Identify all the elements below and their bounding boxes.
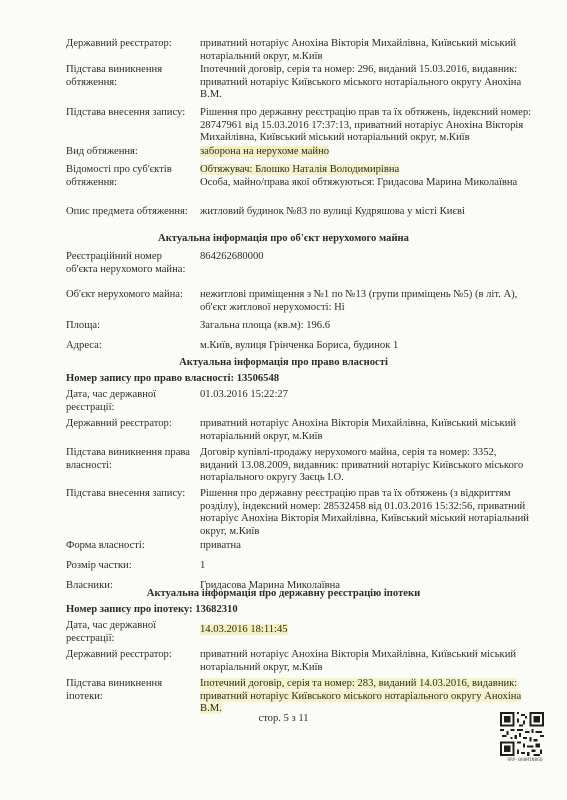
row-ownership-basis bbox=[66, 447, 536, 485]
row-label: Відомості про суб'єктів обтяження: bbox=[66, 164, 172, 188]
row-registration-date bbox=[66, 389, 536, 415]
row-share-size bbox=[66, 560, 536, 574]
row-value: 14.03.2016 18:11:45 bbox=[200, 624, 288, 635]
row-value: 01.03.2016 15:22:27 bbox=[200, 389, 288, 400]
qr-code-icon bbox=[500, 712, 544, 756]
row-value: м.Київ, вулиця Грінченка Бориса, будинок 1 bbox=[200, 340, 399, 351]
encumbrancer: Обтяжувач: Блошко Наталія Володимирівна bbox=[200, 164, 400, 175]
mortgage-block bbox=[66, 620, 536, 716]
row-label: Об'єкт нерухомого майна: bbox=[66, 289, 183, 300]
row-value: Іпотечний договір, серія та номер: 296, виданий 15.03.2016, видавник: приватний нотаріус Київського міського нотаріального округу Анохіна В.М. bbox=[200, 64, 522, 100]
row-label: Дата, час державної реєстрації: bbox=[66, 620, 157, 644]
section-title-ownership: Актуальна інформація про право власності bbox=[179, 357, 388, 368]
row-label: Власники: bbox=[66, 580, 113, 591]
row-label: Форма власності: bbox=[66, 540, 145, 551]
row-value: Рішення про державну реєстрацію прав та їх обтяжень (з відкриттям розділу), індексний номер: 28532458 від 01.03.2016 15:32:56, приватний нотаріус Анохіна Вікторія Михайлівна, Київський міський нотаріальний округ, м.Київ bbox=[200, 488, 529, 537]
row-value: Рішення про державну реєстрацію прав та їх обтяжень, індексний номер: 28747961 від 15.03.2016 17:37:13, приватний нотаріус Анохіна Вікторія Михайлівна, Київський міський нотаріальний округ, м.Київ bbox=[200, 107, 532, 143]
row-label: Підстава виникнення обтяження: bbox=[66, 64, 163, 88]
row-value: заборона на нерухоме майно bbox=[200, 146, 330, 157]
row-value: Іпотечний договір, серія та номер: 283, виданий 14.03.2016, видавник: приватний нотаріус Київського міського нотаріального округу Анохіна В.М. bbox=[200, 678, 522, 714]
row-object bbox=[66, 289, 536, 315]
row-entry-basis bbox=[66, 488, 536, 538]
row-label: Вид обтяження: bbox=[66, 146, 138, 157]
row-object-number bbox=[66, 251, 536, 289]
section-title-object: Актуальна інформація про об'єкт нерухомого майна bbox=[158, 233, 409, 244]
row-label: Підстава виникнення іпотеки: bbox=[66, 678, 163, 702]
row-value: Загальна площа (кв.м): 196.6 bbox=[200, 320, 331, 331]
row-label: Підстава внесення запису: bbox=[66, 488, 186, 499]
row-value: приватна bbox=[200, 540, 241, 551]
row-label: Реєстраційний номер об'єкта нерухомого майна: bbox=[66, 251, 186, 275]
row-registration-date bbox=[66, 620, 536, 646]
row-value: 1 bbox=[200, 560, 206, 571]
row-encumbrance-object bbox=[66, 206, 536, 232]
row-label: Підстава виникнення права власності: bbox=[66, 447, 190, 471]
row-value: приватний нотаріус Анохіна Вікторія Михайлівна, Київський міський нотаріальний округ, м.Київ bbox=[200, 649, 517, 673]
row-label: Опис предмета обтяження: bbox=[66, 206, 188, 217]
mortgage-record-number: Номер запису про іпотеку: 13682310 bbox=[66, 604, 238, 615]
encumbered-person: Особа, майно/права якої обтяжуються: Гридасова Марина Миколаївна bbox=[200, 176, 518, 188]
row-value: приватний нотаріус Анохіна Вікторія Михайлівна, Київський міський нотаріальний округ, м.Київ bbox=[200, 38, 517, 62]
row-entry-basis bbox=[66, 107, 536, 145]
row-registrar bbox=[66, 38, 536, 60]
row-value: Гридасова Марина Миколаївна bbox=[200, 580, 340, 591]
row-value: 864262680000 bbox=[200, 251, 264, 262]
row-label: Державний реєстратор: bbox=[66, 418, 172, 429]
row-label: Площа: bbox=[66, 320, 101, 331]
qr-code-text: RRP-0H8M1N8GQ bbox=[507, 758, 543, 763]
ownership-record-number: Номер запису про право власності: 13506548 bbox=[66, 373, 280, 384]
page-number: стор. 5 з 11 bbox=[258, 713, 309, 724]
row-address bbox=[66, 340, 536, 354]
row-area bbox=[66, 320, 536, 334]
row-label: Підстава внесення запису: bbox=[66, 107, 186, 118]
row-label: Державний реєстратор: bbox=[66, 38, 172, 49]
encumbrance-block bbox=[66, 38, 536, 232]
row-value: Договір купівлі-продажу нерухомого майна, серія та номер: 3352, виданий 13.08.2009, видавник: приватний нотаріус Київського міського нотаріального округу Заєць І.О. bbox=[200, 447, 524, 483]
object-block bbox=[66, 251, 536, 354]
row-encumbrance-type bbox=[66, 146, 536, 160]
row-label: Розмір частки: bbox=[66, 560, 132, 571]
section-title-mortgage: Актуальна інформація про державну реєстрацію іпотеки bbox=[146, 588, 421, 599]
row-value: нежитлові приміщення з №1 по №13 (групи приміщень №5) (в літ. А), об'єкт житлової нерухомості: Ні bbox=[200, 289, 518, 313]
row-mortgage-basis bbox=[66, 678, 536, 716]
row-registrar bbox=[66, 418, 536, 444]
row-registrar bbox=[66, 649, 536, 675]
row-encumbrance-basis bbox=[66, 64, 536, 102]
row-label: Державний реєстратор: bbox=[66, 649, 172, 660]
row-encumbrance-subjects bbox=[66, 164, 536, 202]
row-value: приватний нотаріус Анохіна Вікторія Михайлівна, Київський міський нотаріальний округ, м.Київ bbox=[200, 418, 517, 442]
row-label: Дата, час державної реєстрації: bbox=[66, 389, 157, 413]
row-value: житловий будинок №83 по вулиці Кудряшова у місті Києві bbox=[200, 206, 465, 217]
ownership-block bbox=[66, 389, 536, 594]
row-ownership-form bbox=[66, 540, 536, 554]
row-label: Адреса: bbox=[66, 340, 102, 351]
